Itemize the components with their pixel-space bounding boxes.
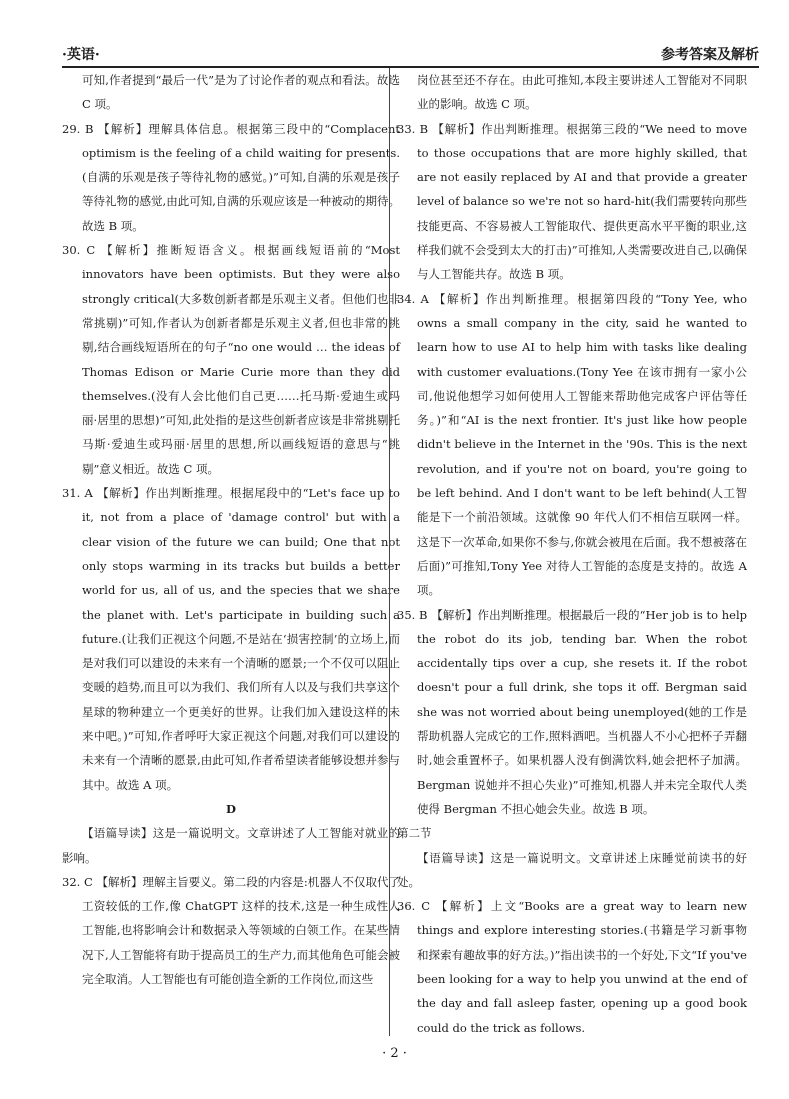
continued-answer-32: 岗位甚至还不存在。由此可推知,本段主要讲述人工智能对不同职业的影响。故选 C 项。 <box>417 73 747 112</box>
section-heading-2: 第二节 <box>397 826 432 841</box>
column-divider <box>389 68 390 1036</box>
answer-34: 34. A 【解析】作出判断推理。根据第四段的“Tony Yee, who owns a small company in the city, said he wanted to learn how to use AI to help him with tasks like dealing with customer evaluations.(Tony Yee 在该市拥有一家小公司,他说他想学习如何使用人工智能来帮助他完成客户评估等任务。)”和“AI is the next frontier. It's just like how people didn't believe in the Internet in the '90s. This is the next revolution, and if you're not on board, you're going to be left behind. And I don't want to be left behind(人工智能是下一个前沿领域。这就像 90 年代人们不相信互联网一样。这是下一次革命,如果你不参与,你就会被甩在后面。我不想被落在后面)”可推知,Tony Yee 对待人工智能的态度是支持的。故选 A 项。 <box>397 291 747 598</box>
continued-answer: 可知,作者提到“最后一代”是为了讨论作者的观点和看法。故选 C 项。 <box>82 73 400 112</box>
passage-guide-2: 【语篇导读】这是一篇说明文。文章讲述上床睡觉前读书的好处。 <box>397 850 747 889</box>
answer-31: 31. A 【解析】作出判断推理。根据尾段中的“Let's face up to it, not from a place of 'damage control' but with a clear vision of the future we can build; One that not only stops warming in its tracks but builds a better world for us, all of us, and the species that we share the planet with. Let's participate in building such a future.(让我们正视这个问题,不是站在‘损害控制’的立场上,而是对我们可以建设的未来有一个清晰的愿景;一个不仅可以阻止变暖的趋势,而且可以为我们、我们所有人以及与我们共享这个星球的物种建立一个更美好的世界。让我们加入建设这样的未来中吧。)”可知,作者呼吁大家正视这个问题,对我们可以建设的未来有一个清晰的愿景,由此可知,作者希望读者能够设想并参与其中。故选 A 项。 <box>62 486 400 792</box>
answer-30: 30. C 【解析】推断短语含义。根据画线短语前的“Most innovators have been optimists. But they were also strongly critical(大多数创新者都是乐观主义者。但他们也非常挑剔)”可知,作者认为创新者都是乐观主义者,但也非常的挑剔,结合画线短语所在的句子“no one would … the ideas of Thomas Edison or Marie Curie more than they did themselves.(没有人会比他们自己更……托马斯·爱迪生或玛丽·居里的思想)”可知,此处指的是这些创新者应该是非常挑剔托马斯·爱迪生或玛丽·居里的思想,所以画线短语的意思与“挑剔”意义相近。故选 C 项。 <box>62 243 400 476</box>
answer-35: 35. B 【解析】作出判断推理。根据最后一段的“Her job is to help the robot do its job, tending bar. When the robot accidentally tips over a cup, she resets it. If the robot doesn't pour a full drink, she tops it off. Bergman said she was not worried about being unemployed(她的工作是帮助机器人完成它的工作,照料酒吧。当机器人不小心把杯子弄翻时,她会重置杯子。如果机器人没有倒满饮料,她会把杯子加满。Bergman 说她并不担心失业)”可推知,机器人并未完全取代人类使得 Bergman 不担心她会失业。故选 B 项。 <box>397 607 747 816</box>
answer-33: 33. B 【解析】作出判断推理。根据第三段的“We need to move to those occupations that are more highly skilled, that are not easily replaced by AI and that provide a greater level of balance so we're not so hard-hit(我们需要转向那些技能更高、不容易被人工智能取代、提供更高水平平衡的职业,这样我们就不会受到太大的打击)”可推知,人类需要改进自己,以确保与人工智能共存。故选 B 项。 <box>397 121 747 282</box>
passage-guide-d: 【语篇导读】这是一篇说明文。文章讲述了人工智能对就业的影响。 <box>62 826 400 865</box>
left-column <box>62 68 400 991</box>
answer-36: 36. C 【解析】上文“Books are a great way to learn new things and explore interesting stories.(书籍是学习新事物和探索有趣故事的好方法。)”指出读书的一个好处,下文“If you've been looking for a way to help you unwind at the end of the day and fall asleep faster, opening up a good book could do the trick as follows. <box>397 899 747 1035</box>
page-header <box>62 44 759 66</box>
answer-29: 29. B 【解析】理解具体信息。根据第三段中的“Complacent optimism is the feeling of a child waiting for presents.(自满的乐观是孩子等待礼物的感觉。)”可知,自满的乐观是孩子等待礼物的感觉,由此可知,自满的乐观应该是一种被动的期待。故选 B 项。 <box>62 121 400 233</box>
page-number: · 2 · <box>382 1046 407 1061</box>
doc-title: 参考答案及解析 <box>661 47 759 63</box>
section-heading-d: D <box>226 801 236 816</box>
subject-label: ·英语· <box>62 47 100 63</box>
answer-32: 32. C 【解析】理解主旨要义。第二段的内容是:机器人不仅取代了工资较低的工作,像 ChatGPT 这样的技术,这是一种生成性人工智能,也将影响会计和数据录入等领域的白领工作。在某些情况下,人工智能将有助于提高员工的生产力,而其他角色可能会被完全取消。人工智能也有可能创造全新的工作岗位,而这些 <box>62 874 400 986</box>
right-column <box>397 68 747 1040</box>
